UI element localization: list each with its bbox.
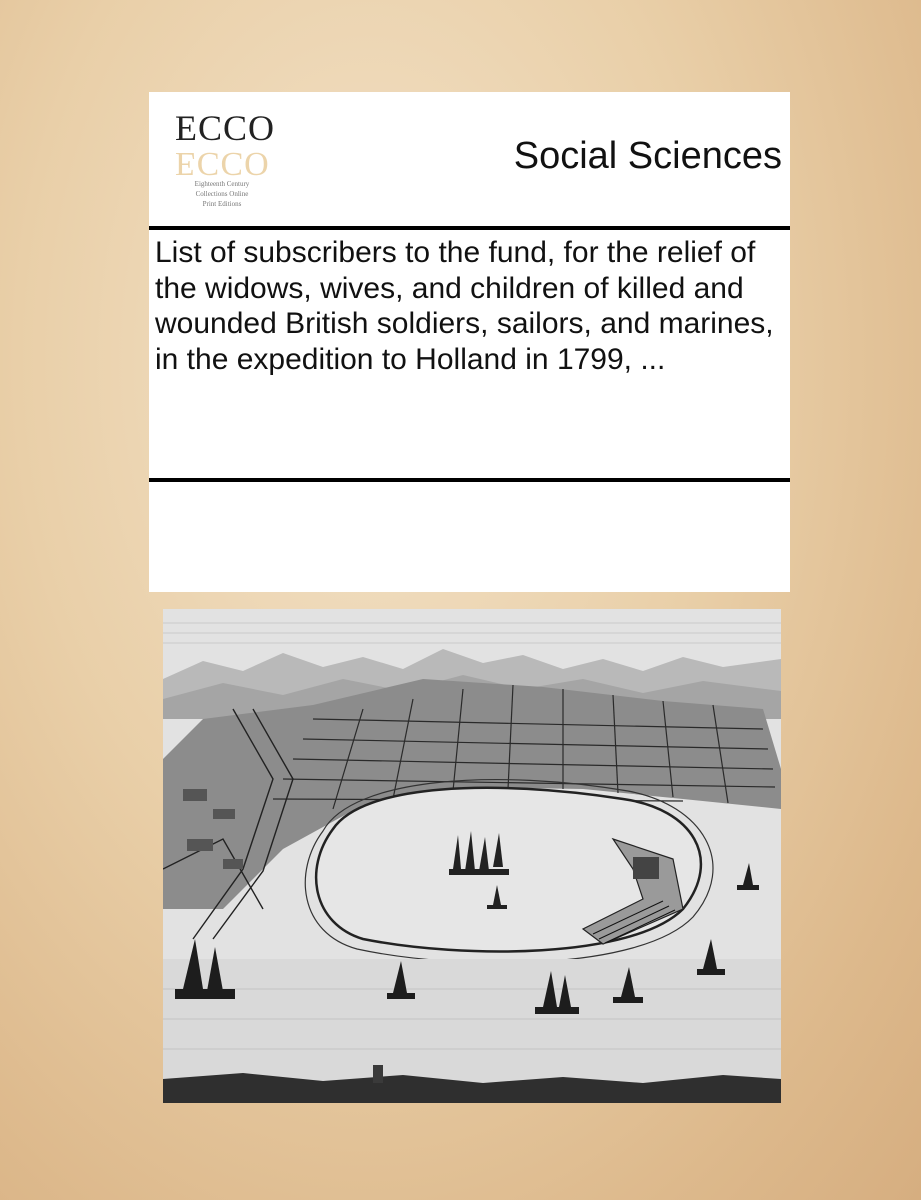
ecco-logo-subline: Eighteenth Century	[194, 180, 250, 188]
subject-category: Social Sciences	[513, 135, 782, 177]
ecco-logo	[165, 102, 275, 214]
book-title: List of subscribers to the fund, for the relief of the widows, wives, and children of killed and wounded British soldiers, sailors, and marines, in the expedition to Holland in 1799, ...	[155, 236, 774, 376]
ecco-logo-reflection: ECCO	[175, 145, 270, 182]
title-bottom-rule	[149, 478, 790, 482]
title-top-rule	[149, 226, 790, 230]
ecco-logo-wordmark: ECCO	[175, 108, 276, 148]
harbour-engraving-icon	[163, 609, 781, 1103]
cover-text-panel	[149, 92, 790, 592]
cover-header	[149, 92, 790, 226]
ecco-logo-subline: Print Editions	[202, 200, 242, 208]
ecco-logo-subline: Collections Online	[195, 190, 249, 198]
